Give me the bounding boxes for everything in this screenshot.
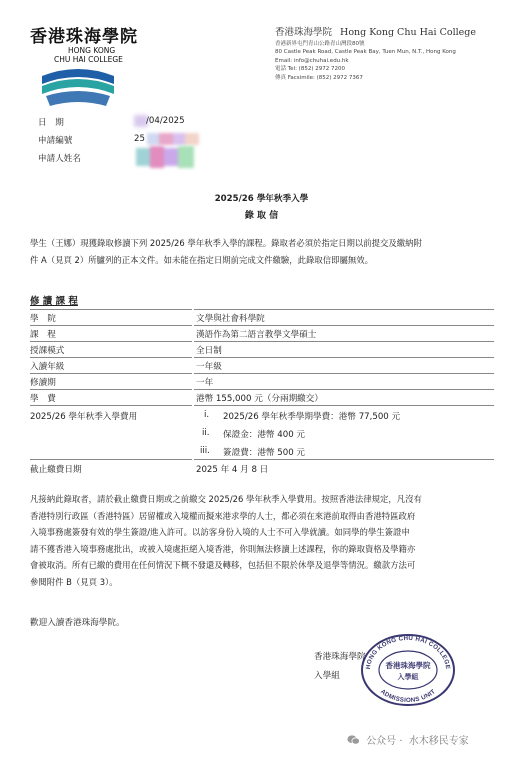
row-divider [194,389,494,390]
address-line: 香港新界屯門青山公路青山灣段80號 [275,41,365,47]
logo-wave-icon [38,64,118,114]
faculty-label: 學 院 [30,314,56,324]
college-address-block [275,40,456,82]
email-line: Email: info@chuhai.edu.hk [275,57,349,64]
study-mode-label: 授課模式 [30,346,65,356]
stamp-bottom-text: ADMISSIONS UNIT [379,688,437,705]
row-divider [30,357,192,358]
row-divider [30,459,192,460]
year-of-entry-label: 入讀年級 [30,362,65,372]
fee-item-tuition: 2025/26 學年秋季學期學費：港幣 77,500 元 [223,412,401,422]
date-label: 日 期 [38,118,64,128]
course-section-heading: 修 讀 課 程 [30,296,78,307]
fee-item-deposit: 保證金：港幣 400 元 [223,430,306,440]
faculty-value: 文學與社會科學院 [196,314,265,324]
college-name-en: Hong Kong Chu Hai College [340,27,476,38]
tuition-fee-label: 學 費 [30,394,56,404]
row-divider [30,309,192,310]
notice-paragraph [30,491,422,590]
row-divider [194,459,494,460]
row-divider [194,325,494,326]
logo-chinese-text: 香港珠海學院 [30,27,138,47]
address-line: 80 Castle Peak Road, Castle Peak Bay, Tuen Mun, N.T., Hong Kong [275,49,456,56]
notice-line: 入境事務處簽發有效的學生簽證/進入許可。以訪客身份入境的人士不可入學就讀。如同學的學生簽證申 [30,527,410,537]
row-divider [30,405,192,406]
wechat-watermark [347,732,469,747]
logo-english-line-1: HONG KONG [68,46,116,55]
application-number-value: 25 [134,134,145,144]
row-divider [194,405,494,406]
wechat-icon [347,735,360,745]
study-period-label: 修讀期 [30,378,56,388]
intro-line: 件 A（見頁 2）所臚列的正本文件。如未能在指定日期前完成文件繳驗，此錄取信即屬無效。 [30,254,374,265]
letter-title: 錄 取 信 [244,211,279,221]
payment-deadline-value: 2025 年 4 月 8 日 [196,465,269,475]
watermark-prefix: 公众号 · [366,736,403,747]
intro-paragraph [30,235,422,268]
watermark-name: 水木移民专家 [408,736,469,747]
notice-line: 參閱附件 B（見頁 3）。 [30,576,118,587]
stamp-top-text: HONG KONG CHU HAI COLLEGE [364,634,452,670]
letter-title-year: 2025/26 學年秋季入學 [214,194,309,204]
college-name-cn: 香港珠海學院 [275,27,333,38]
stamp-center-text-1: 香港珠海學院 [385,661,431,670]
row-divider [30,341,192,342]
programme-label: 課 程 [30,330,56,340]
phone-line: 電話 Tel: (852) 2972 7200 [275,66,345,73]
logo-english-line-2: CHU HAI COLLEGE [54,55,123,64]
row-divider [30,325,192,326]
stamp-center-text-2: 入學組 [397,673,419,681]
college-name-header [275,24,476,38]
applicant-name-redacted [136,146,194,168]
row-divider [194,373,494,374]
signature-unit: 入學組 [314,671,340,681]
fee-breakdown-label: 2025/26 學年秋季入學費用 [30,412,138,422]
date-value: /04/2025 [146,116,185,126]
study-mode-value: 全日制 [196,346,222,356]
payment-deadline-label: 截止繳費日期 [30,465,82,475]
college-logo [28,22,138,117]
fee-item-number: ii. [202,428,210,438]
admissions-stamp [358,632,458,708]
row-divider [30,373,192,374]
fee-item-number: iii. [200,446,210,456]
notice-line: 香港特別行政區（香港特區）居留權或入境權而擬來港求學的人士，都必須在來港前取得由香港特區政府 [30,510,416,521]
notice-line: 請不獲香港入境事務處批出，或被入境處拒絕入境香港，你則無法修讀上述課程，你的錄取資格及學籍亦 [30,543,416,554]
notice-line: 凡接納此錄取者，請於截止繳費日期或之前繳交 2025/26 學年秋季入學費用。按照香港法律規定，凡沒有 [30,494,422,504]
row-divider [194,357,494,358]
notice-line: 會被取消。所有已繳的費用在任何情況下概不發還及轉移，包括但不限於休學及退學等情況。繳款方法可 [30,560,416,570]
year-of-entry-value: 一年級 [196,362,222,372]
fee-item-visa: 簽證費：港幣 500 元 [223,448,306,458]
application-number-label: 申請編號 [38,136,73,146]
row-divider [30,389,192,390]
row-divider [194,309,494,310]
fee-item-number: i. [204,410,210,420]
applicant-name-label: 申請人姓名 [38,154,81,164]
welcome-text: 歡迎入讀香港珠海學院。 [30,618,125,628]
row-divider [194,341,494,342]
intro-line: 學生（王娜）現獲錄取修讀下列 2025/26 學年秋季入學的課程。錄取者必須於指定日期以前提交及繳納附 [30,238,422,248]
application-number-redacted [147,133,199,145]
tuition-fee-value: 港幣 155,000 元（分兩期繳交） [196,394,323,404]
signature-college: 香港珠海學院 [314,652,366,662]
study-period-value: 一年 [196,378,214,388]
programme-value: 漢語作為第二語言教學文學碩士 [196,330,317,340]
fax-line: 傳真 Facsimile: (852) 2972 7367 [275,74,363,81]
